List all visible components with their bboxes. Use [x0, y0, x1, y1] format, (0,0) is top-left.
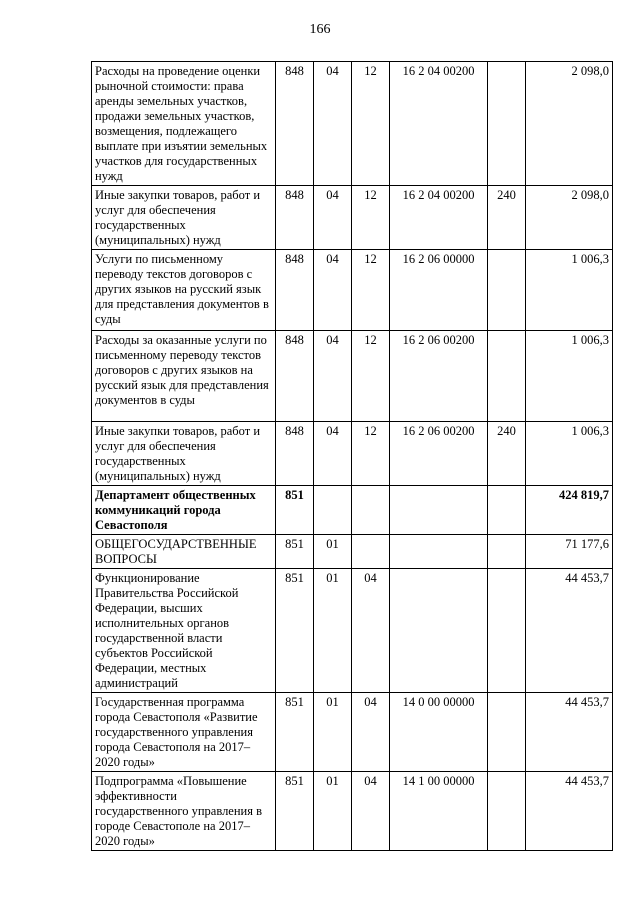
amount: 424 819,7	[526, 486, 613, 535]
amount: 44 453,7	[526, 772, 613, 851]
target-article-code: 16 2 06 00200	[390, 422, 488, 486]
section-code: 04	[314, 62, 352, 186]
section-code: 01	[314, 535, 352, 569]
table-row	[92, 569, 613, 693]
section-code	[314, 486, 352, 535]
amount: 1 006,3	[526, 331, 613, 422]
table-row	[92, 331, 613, 422]
subsection-code: 12	[352, 422, 390, 486]
ministry-code: 848	[276, 186, 314, 250]
subsection-code: 04	[352, 772, 390, 851]
target-article-code	[390, 569, 488, 693]
expense-type-code	[488, 486, 526, 535]
ministry-code: 848	[276, 422, 314, 486]
table-row	[92, 535, 613, 569]
section-code: 04	[314, 250, 352, 331]
target-article-code	[390, 486, 488, 535]
row-name: Функционирование Правительства Российской Федерации, высших исполнительных органов государственной власти субъектов Российской Федерации, местных администраций	[92, 569, 276, 693]
target-article-code: 16 2 04 00200	[390, 186, 488, 250]
row-name: Иные закупки товаров, работ и услуг для обеспечения государственных (муниципальных) нужд	[92, 422, 276, 486]
ministry-code: 851	[276, 569, 314, 693]
expense-type-code: 240	[488, 186, 526, 250]
section-code: 01	[314, 693, 352, 772]
amount: 2 098,0	[526, 186, 613, 250]
table-row	[92, 772, 613, 851]
table-row-department	[92, 486, 613, 535]
subsection-code: 04	[352, 693, 390, 772]
table-row	[92, 62, 613, 186]
page-number: 166	[309, 22, 331, 37]
expense-type-code	[488, 331, 526, 422]
table-row	[92, 422, 613, 486]
ministry-code: 848	[276, 62, 314, 186]
subsection-code	[352, 535, 390, 569]
ministry-code: 848	[276, 250, 314, 331]
expense-type-code	[488, 62, 526, 186]
section-code: 04	[314, 186, 352, 250]
expense-type-code	[488, 250, 526, 331]
amount: 71 177,6	[526, 535, 613, 569]
ministry-code: 851	[276, 486, 314, 535]
table-row	[92, 693, 613, 772]
ministry-code: 848	[276, 331, 314, 422]
target-article-code: 14 1 00 00000	[390, 772, 488, 851]
amount: 1 006,3	[526, 422, 613, 486]
subsection-code: 12	[352, 186, 390, 250]
target-article-code: 14 0 00 00000	[390, 693, 488, 772]
subsection-code: 04	[352, 569, 390, 693]
ministry-code: 851	[276, 772, 314, 851]
row-name: Расходы на проведение оценки рыночной стоимости: права аренды земельных участков, продажи земельных участков, возмещения, подлежащего выплате при изъятии земельных участков для государственных нужд	[92, 62, 276, 186]
expense-type-code	[488, 693, 526, 772]
target-article-code	[390, 535, 488, 569]
expense-type-code	[488, 535, 526, 569]
target-article-code: 16 2 06 00200	[390, 331, 488, 422]
subsection-code: 12	[352, 62, 390, 186]
amount: 44 453,7	[526, 569, 613, 693]
section-code: 04	[314, 422, 352, 486]
budget-table	[91, 61, 613, 851]
amount: 44 453,7	[526, 693, 613, 772]
row-name: Иные закупки товаров, работ и услуг для обеспечения государственных (муниципальных) нужд	[92, 186, 276, 250]
expense-type-code	[488, 569, 526, 693]
table-row	[92, 250, 613, 331]
section-code: 01	[314, 569, 352, 693]
row-name: ОБЩЕГОСУДАРСТВЕННЫЕ ВОПРОСЫ	[92, 535, 276, 569]
section-code: 04	[314, 331, 352, 422]
target-article-code: 16 2 04 00200	[390, 62, 488, 186]
row-name: Расходы за оказанные услуги по письменному переводу текстов договоров с других языков на русский язык для представления документов в суды	[92, 331, 276, 422]
ministry-code: 851	[276, 693, 314, 772]
row-name: Подпрограмма «Повышение эффективности государственного управления в городе Севастополе на 2017–2020 годы»	[92, 772, 276, 851]
amount: 2 098,0	[526, 62, 613, 186]
table-row	[92, 186, 613, 250]
row-name: Услуги по письменному переводу текстов договоров с других языков на русский язык для представления документов в суды	[92, 250, 276, 331]
section-code: 01	[314, 772, 352, 851]
ministry-code: 851	[276, 535, 314, 569]
expense-type-code: 240	[488, 422, 526, 486]
row-name: Государственная программа города Севастополя «Развитие государственного управления города Севастополя на 2017–2020 годы»	[92, 693, 276, 772]
subsection-code: 12	[352, 250, 390, 331]
amount: 1 006,3	[526, 250, 613, 331]
expense-type-code	[488, 772, 526, 851]
row-name: Департамент общественных коммуникаций города Севастополя	[92, 486, 276, 535]
target-article-code: 16 2 06 00000	[390, 250, 488, 331]
subsection-code	[352, 486, 390, 535]
subsection-code: 12	[352, 331, 390, 422]
